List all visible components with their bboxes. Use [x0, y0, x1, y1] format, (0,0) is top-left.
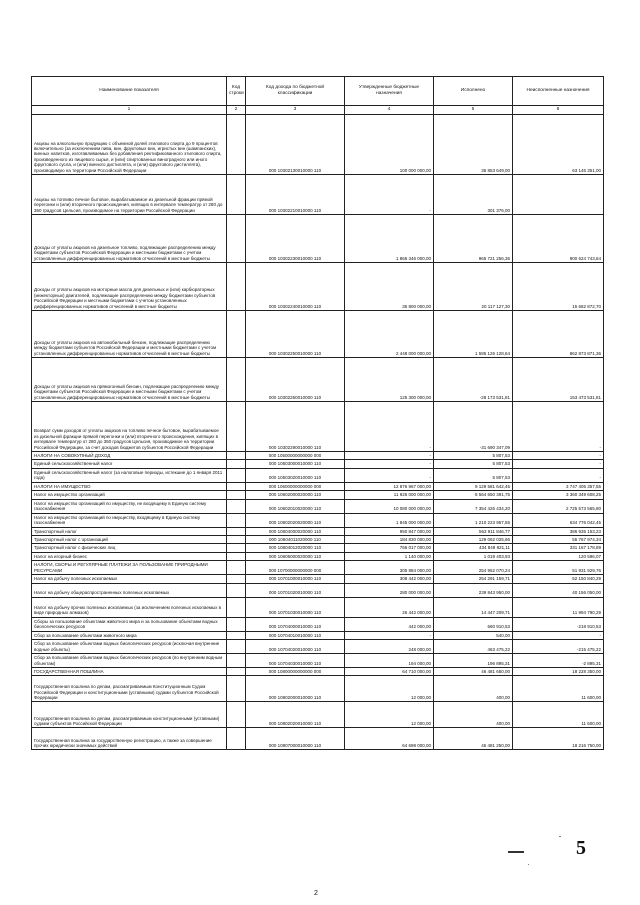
row-line-code	[227, 460, 246, 468]
row-income-code: 000 10802000010000 110	[246, 676, 345, 702]
row-executed: 563 911 846,77	[434, 527, 513, 535]
row-income-code: 000 10701000010000 110	[246, 575, 345, 583]
row-approved: 442 000,00	[345, 617, 434, 631]
row-income-code: 000 10302260010000 110	[246, 358, 345, 402]
table-row	[32, 527, 604, 535]
row-approved: 184 830 000,00	[345, 535, 434, 543]
table-row	[32, 552, 604, 560]
row-executed: 400,00	[434, 676, 513, 702]
table-row	[32, 617, 604, 631]
row-income-code: 000 10302240010000 110	[246, 263, 345, 311]
row-income-code: 000 10500000000000 000	[246, 452, 345, 460]
row-approved: -	[345, 631, 434, 639]
row-approved: 11 925 000 000,00	[345, 491, 434, 499]
row-approved: 12 000,00	[345, 676, 434, 702]
row-unexecuted: 11 600,00	[513, 702, 604, 728]
row-line-code	[227, 597, 246, 617]
row-indicator-name: Доходы от уплаты акцизов на дизельное топливо, подлежащие распределению между бюджетами субъектов Российской Федерации и местными бюджетами с учетом установленных дифференцированных нормативов отчислений в местные бюджеты	[32, 215, 227, 263]
row-indicator-name: Налог на игорный бизнес	[32, 552, 227, 560]
row-income-code: 000 10701020010000 110	[246, 583, 345, 597]
row-line-code	[227, 311, 246, 358]
column-number: 4	[345, 106, 434, 115]
table-row	[32, 499, 604, 513]
row-income-code: 000 10807000010000 110	[246, 728, 345, 750]
row-line-code	[227, 631, 246, 639]
row-approved: 308 442 000,00	[345, 575, 434, 583]
row-approved: -	[345, 175, 434, 215]
row-approved: 26 442 000,00	[345, 597, 434, 617]
row-line-code	[227, 653, 246, 667]
budget-execution-table	[31, 76, 604, 750]
row-executed: 965 721 256,36	[434, 215, 513, 263]
table-row	[32, 667, 604, 675]
row-income-code: 000 10602000020000 110	[246, 491, 345, 499]
row-approved: 1 845 000 000,00	[345, 513, 434, 527]
row-line-code	[227, 728, 246, 750]
row-indicator-name: Государственная пошлина по делам, рассматриваемым Конституционным Судом Российской Федерации и конституционными (уставными) судами субъектов Российской Федерации	[32, 676, 227, 702]
row-approved: 12 000,00	[345, 702, 434, 728]
row-unexecuted: 2 725 573 565,80	[513, 499, 604, 513]
row-unexecuted: 331 167 178,89	[513, 544, 604, 552]
row-indicator-name: Налог на имущество организаций	[32, 491, 227, 499]
row-line-code	[227, 175, 246, 215]
row-unexecuted: -	[513, 452, 604, 460]
row-indicator-name: Государственная пошлина за государственную регистрацию, а также за совершение прочих юридически значимых действий	[32, 728, 227, 750]
row-unexecuted: 862 873 871,36	[513, 311, 604, 358]
table-row	[32, 402, 604, 452]
row-approved: -	[345, 452, 434, 460]
row-executed: 5 807,53	[434, 452, 513, 460]
row-unexecuted: 11 600,00	[513, 676, 604, 702]
row-unexecuted: 386 935 153,23	[513, 527, 604, 535]
row-income-code: 000 10800000000000 000	[246, 667, 345, 675]
page-number: 2	[314, 890, 318, 897]
header-approved: Утвержденные бюджетные назначения	[345, 77, 434, 106]
header-executed: Исполнено	[434, 77, 513, 106]
table-row	[32, 460, 604, 468]
row-executed: 14 447 209,71	[434, 597, 513, 617]
row-executed: 20 117 127,30	[434, 263, 513, 311]
row-approved: 950 847 000,00	[345, 527, 434, 535]
row-approved: 248 000,00	[345, 639, 434, 653]
row-unexecuted: 3 747 405 357,55	[513, 482, 604, 490]
row-approved: 766 017 000,00	[345, 544, 434, 552]
row-income-code: 000 10704010010000 110	[246, 631, 345, 639]
row-line-code	[227, 552, 246, 560]
row-indicator-name: ГОСУДАРСТВЕННАЯ ПОШЛИНА	[32, 667, 227, 675]
row-line-code	[227, 702, 246, 728]
row-line-code	[227, 535, 246, 543]
table-row	[32, 468, 604, 482]
row-line-code	[227, 402, 246, 452]
row-income-code: 000 10302250010000 110	[246, 311, 345, 358]
row-approved: 1 866 346 000,00	[345, 215, 434, 263]
row-executed: 9 129 581 642,45	[434, 482, 513, 490]
row-indicator-name: Сбор за пользование объектами водных биологических ресурсов (по внутренним водным объектам)	[32, 653, 227, 667]
table-row	[32, 561, 604, 575]
row-income-code: 000 10302230010000 110	[246, 215, 345, 263]
row-indicator-name: Государственная пошлина по делам, рассматриваемым конституционными (уставными) судами субъектов Российской Федерации	[32, 702, 227, 728]
row-line-code	[227, 358, 246, 402]
row-line-code	[227, 667, 246, 675]
row-approved: 100 000 000,00	[345, 115, 434, 175]
row-income-code: 000 10602010020000 110	[246, 499, 345, 513]
table-row	[32, 583, 604, 597]
table-row	[32, 115, 604, 175]
row-approved: 280 000 000,00	[345, 583, 434, 597]
row-executed: 46 481 250,00	[434, 728, 513, 750]
table-row	[32, 597, 604, 617]
row-line-code	[227, 575, 246, 583]
row-income-code: 000 10602020020000 110	[246, 513, 345, 527]
row-approved: 64 710 000,00	[345, 667, 434, 675]
row-executed: 7 354 426 434,20	[434, 499, 513, 513]
row-indicator-name: Акцизы на топливо печное бытовое, вырабатываемое из дизельной фракции прямой перегонки и (или) вторичного происхождения, кипящих в интервале температур от 280 до 360 градусов Цельсия, производимое на территории Российской Федерации	[32, 175, 227, 215]
row-unexecuted: 634 776 042,45	[513, 513, 604, 527]
table-row	[32, 544, 604, 552]
row-unexecuted: -	[513, 402, 604, 452]
table-row	[32, 728, 604, 750]
column-number: 3	[246, 106, 345, 115]
row-income-code: 000 10704020010000 110	[246, 639, 345, 653]
row-indicator-name: НАЛОГИ НА СОВОКУПНЫЙ ДОХОД	[32, 452, 227, 460]
row-unexecuted: 18 228 350,00	[513, 667, 604, 675]
row-unexecuted: 900 624 743,64	[513, 215, 604, 263]
row-line-code	[227, 513, 246, 527]
column-number: 1	[32, 106, 227, 115]
row-indicator-name: Транспортный налог с физических лиц	[32, 544, 227, 552]
row-unexecuted: -	[513, 468, 604, 482]
row-unexecuted: 120 596,07	[513, 552, 604, 560]
table-row	[32, 482, 604, 490]
scan-speck	[559, 836, 561, 837]
row-executed: 254 952 070,24	[434, 561, 513, 575]
row-indicator-name: Акцизы на алкогольную продукцию с объемной долей этилового спирта до 9 процентов включительно (за исключением пива, вин, фруктовых вин, игристых вин (шампанских), винных напитков, изготавливаемых без добавления ректификованного этилового спирта, произведенного из пищевого сырья, и (или) спиртованных виноградного или иного фруктового сусла, и (или) винного дистиллята, и (или) фруктового дистиллята), производимую на территории Российской Федерации	[32, 115, 227, 175]
row-executed: 254 291 159,71	[434, 575, 513, 583]
row-income-code: 000 10503020010000 110	[246, 468, 345, 482]
row-executed: 1 585 126 128,64	[434, 311, 513, 358]
row-approved: 125 300 000,00	[345, 358, 434, 402]
row-executed: 540,00	[434, 631, 513, 639]
row-executed: 434 849 821,11	[434, 544, 513, 552]
row-executed: 1 210 223 957,55	[434, 513, 513, 527]
column-number: 6	[513, 106, 604, 115]
row-indicator-name: Налог на добычу прочих полезных ископаемых (за исключением полезных ископаемых в виде природных алмазов)	[32, 597, 227, 617]
table-row	[32, 653, 604, 667]
row-executed: -31 690 347,09	[434, 402, 513, 452]
row-income-code: 000 10302210010000 110	[246, 175, 345, 215]
row-unexecuted: 3 360 349 608,25	[513, 491, 604, 499]
row-income-code: 000 10704030010000 110	[246, 653, 345, 667]
row-line-code	[227, 527, 246, 535]
row-line-code	[227, 215, 246, 263]
table-row	[32, 575, 604, 583]
row-line-code	[227, 499, 246, 513]
row-income-code: 000 10605000020000 110	[246, 552, 345, 560]
row-indicator-name: Единый сельскохозяйственный налог	[32, 460, 227, 468]
row-approved: -	[345, 402, 434, 452]
row-executed: -28 173 531,81	[434, 358, 513, 402]
table-row	[32, 263, 604, 311]
row-executed: 5 807,53	[434, 468, 513, 482]
row-unexecuted	[513, 175, 604, 215]
row-line-code	[227, 482, 246, 490]
table-row	[32, 215, 604, 263]
row-executed: 400,00	[434, 702, 513, 728]
row-indicator-name: Сбор за пользование объектами животного мира	[32, 631, 227, 639]
table-row	[32, 175, 604, 215]
row-approved: -	[345, 460, 434, 468]
row-approved: 194 000,00	[345, 653, 434, 667]
row-unexecuted: -2 895,31	[513, 653, 604, 667]
row-indicator-name: Налог на добычу общераспространенных полезных ископаемых	[32, 583, 227, 597]
row-indicator-name: Налог на добычу полезных ископаемых	[32, 575, 227, 583]
table-body	[32, 115, 604, 750]
column-number: 2	[227, 106, 246, 115]
row-unexecuted: 18 216 750,00	[513, 728, 604, 750]
table-row	[32, 513, 604, 527]
row-executed: 1 019 403,93	[434, 552, 513, 560]
row-line-code	[227, 115, 246, 175]
row-income-code: 000 10604000020000 110	[246, 527, 345, 535]
table-row	[32, 639, 604, 653]
stamp-page-mark: 5	[576, 837, 586, 859]
row-unexecuted: -215 475,22	[513, 639, 604, 653]
row-indicator-name: Доходы от уплаты акцизов на моторные масла для дизельных и (или) карбюраторных (инжекторных) двигателей, подлежащие распределению между бюджетами субъектов Российской Федерации и местными бюджетами с учетом установленных дифференцированных нормативов отчислений в местные бюджеты	[32, 263, 227, 311]
row-line-code	[227, 561, 246, 575]
row-indicator-name: Доходы от уплаты акцизов на автомобильный бензин, подлежащие распределению между бюджетами субъектов Российской Федерации и местными бюджетами с учетом установленных дифференцированных нормативов отчислений в местные бюджеты	[32, 311, 227, 358]
scan-speck	[528, 864, 529, 865]
row-indicator-name: Сбор за пользование объектами водных биологических ресурсов (исключая внутренние водные объекты)	[32, 639, 227, 653]
row-executed: 196 895,31	[434, 653, 513, 667]
table-row	[32, 311, 604, 358]
row-approved: 35 800 000,00	[345, 263, 434, 311]
row-executed: 301 376,00	[434, 175, 513, 215]
row-indicator-name: Транспортный налог	[32, 527, 227, 535]
row-income-code: 000 10302130010000 110	[246, 115, 345, 175]
stamp-dash	[508, 851, 524, 853]
row-indicator-name: Налог на имущество организаций по имуществу, не входящему в Единую систему газоснабжения	[32, 499, 227, 513]
row-income-code: 000 10302290010000 110	[246, 402, 345, 452]
row-indicator-name: НАЛОГИ НА ИМУЩЕСТВО	[32, 482, 227, 490]
row-income-code: 000 10604011020000 110	[246, 535, 345, 543]
table-row	[32, 491, 604, 499]
row-indicator-name: Налог на имущество организаций по имуществу, входящему в Единую систему газоснабжения	[32, 513, 227, 527]
row-income-code: 000 10503000010000 110	[246, 460, 345, 468]
row-approved: 64 698 000,00	[345, 728, 434, 750]
row-income-code: 000 10604012020000 110	[246, 544, 345, 552]
row-unexecuted: 40 156 050,00	[513, 583, 604, 597]
budget-report-sheet	[31, 76, 603, 750]
table-header-row	[32, 77, 604, 106]
header-unexecuted: Неисполненные назначения	[513, 77, 604, 106]
row-approved: 2 448 000 000,00	[345, 311, 434, 358]
row-line-code	[227, 263, 246, 311]
row-unexecuted: -218 910,53	[513, 617, 604, 631]
row-approved: 12 876 967 000,00	[345, 482, 434, 490]
row-executed: 36 853 649,00	[434, 115, 513, 175]
row-unexecuted: 52 150 840,29	[513, 575, 604, 583]
table-row	[32, 631, 604, 639]
row-income-code: 000 10802020010000 110	[246, 702, 345, 728]
row-unexecuted: 11 994 790,29	[513, 597, 604, 617]
row-line-code	[227, 544, 246, 552]
row-executed: 129 062 025,66	[434, 535, 513, 543]
column-number-row	[32, 106, 604, 115]
row-approved: 1 140 000,00	[345, 552, 434, 560]
row-income-code: 000 10600000000000 000	[246, 482, 345, 490]
row-income-code: 000 10700000000000 000	[246, 561, 345, 575]
row-executed: 660 910,53	[434, 617, 513, 631]
row-approved: 305 884 000,00	[345, 561, 434, 575]
table-row	[32, 452, 604, 460]
row-indicator-name: Сборы за пользование объектами животного мира и за пользование объектами водных биологических ресурсов	[32, 617, 227, 631]
row-unexecuted: 55 767 974,34	[513, 535, 604, 543]
row-income-code: 000 10704000010000 110	[246, 617, 345, 631]
row-approved: 10 080 000 000,00	[345, 499, 434, 513]
row-unexecuted: -	[513, 460, 604, 468]
row-indicator-name: НАЛОГИ, СБОРЫ И РЕГУЛЯРНЫЕ ПЛАТЕЖИ ЗА ПОЛЬЗОВАНИЕ ПРИРОДНЫМИ РЕСУРСАМИ	[32, 561, 227, 575]
row-line-code	[227, 452, 246, 460]
row-income-code: 000 10701030010000 110	[246, 597, 345, 617]
row-line-code	[227, 639, 246, 653]
row-executed: 239 843 950,00	[434, 583, 513, 597]
row-indicator-name: Единый сельскохозяйственный налог (за налоговые периоды, истекшие до 1 января 2011 года)	[32, 468, 227, 482]
table-row	[32, 676, 604, 702]
row-unexecuted: 51 931 929,76	[513, 561, 604, 575]
row-line-code	[227, 583, 246, 597]
row-unexecuted: 15 682 872,70	[513, 263, 604, 311]
row-executed: 463 475,22	[434, 639, 513, 653]
row-line-code	[227, 468, 246, 482]
header-income-code: Код дохода по бюджетной классификации	[246, 77, 345, 106]
table-row	[32, 535, 604, 543]
header-line-code: Код строки	[227, 77, 246, 106]
header-indicator-name: Наименование показателя	[32, 77, 227, 106]
row-executed: 8 564 650 391,75	[434, 491, 513, 499]
row-indicator-name: Доходы от уплаты акцизов на прямогонный бензин, подлежащие распределению между бюджетами субъектов Российской Федерации и местными бюджетами с учетом установленных дифференцированных нормативов отчислений в местные бюджеты	[32, 358, 227, 402]
row-executed: 5 807,53	[434, 460, 513, 468]
row-executed: 46 481 650,00	[434, 667, 513, 675]
column-number: 5	[434, 106, 513, 115]
table-row	[32, 702, 604, 728]
row-approved: -	[345, 468, 434, 482]
row-line-code	[227, 676, 246, 702]
table-row	[32, 358, 604, 402]
row-indicator-name: Возврат сумм доходов от уплаты акцизов на топливо печное бытовое, вырабатываемое из дизельной фракции прямой перегонки и (или) вторичного происхождения, кипящих в интервале температур от 280 до 360 градусов Цельсия, производимое на территории Российской Федерации, за счет доходов бюджетов субъектов Российской Федерации	[32, 402, 227, 452]
row-unexecuted: -	[513, 631, 604, 639]
row-unexecuted: 153 473 531,81	[513, 358, 604, 402]
row-indicator-name: Транспортный налог с организаций	[32, 535, 227, 543]
row-unexecuted: 63 146 351,00	[513, 115, 604, 175]
row-line-code	[227, 491, 246, 499]
row-line-code	[227, 617, 246, 631]
